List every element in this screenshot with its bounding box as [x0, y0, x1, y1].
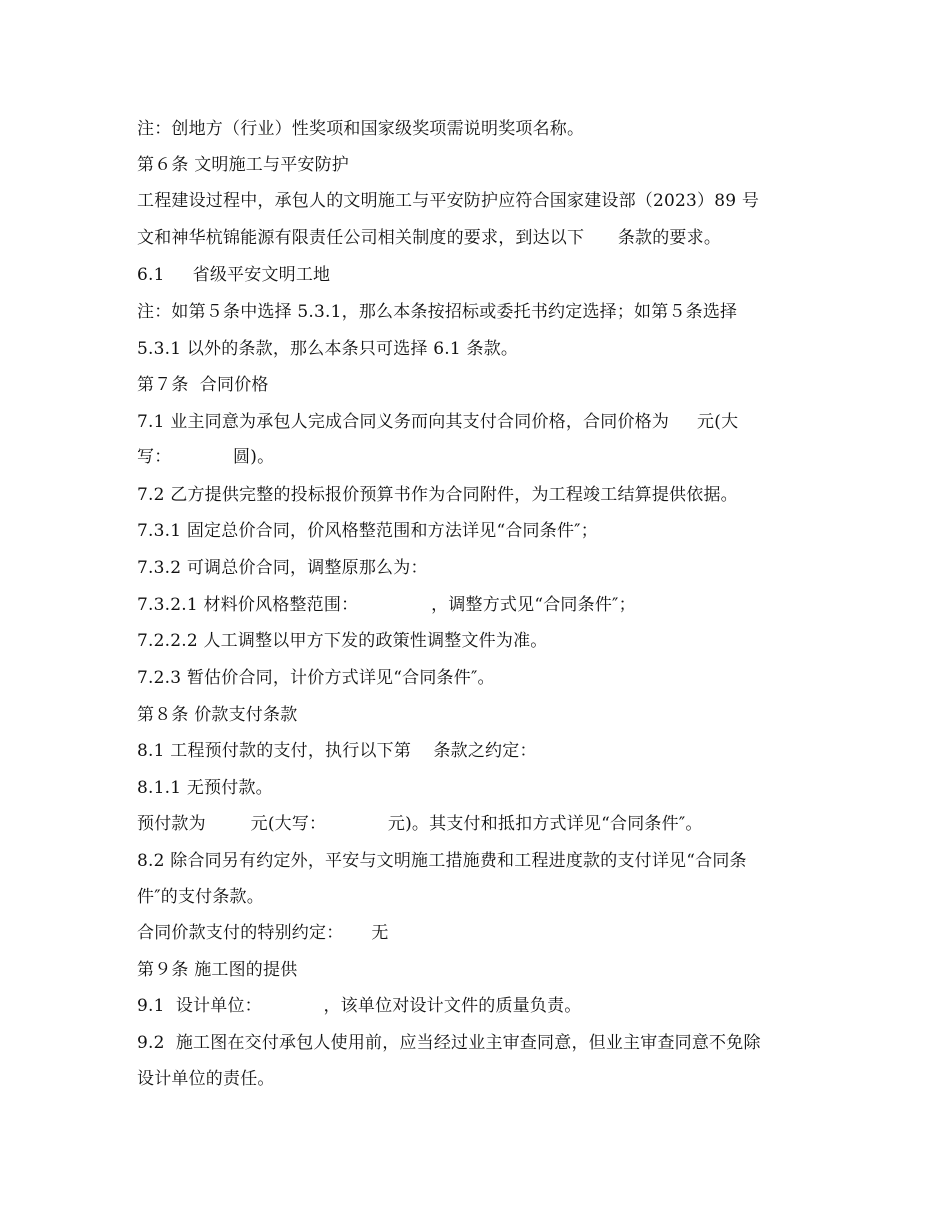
article-6-body-line-1: 工程建设过程中，承包人的文明施工与平安防护应符合国家建设部（2023）89 号	[137, 191, 760, 211]
clause-6-1: 6.1 省级平安文明工地	[137, 265, 331, 285]
clause-7-2-2-2: 7.2.2.2 人工调整以甲方下发的政策性调整文件为准。	[137, 631, 548, 651]
note-award-names: 注：创地方（行业）性奖项和国家级奖项需说明奖项名称。	[137, 119, 585, 139]
article-9-heading: 第９条 施工图的提供	[137, 960, 298, 980]
article-6-heading: 第６条 文明施工与平安防护	[137, 155, 350, 175]
article-7-heading: 第７条 合同价格	[137, 375, 269, 395]
clause-7-2-3: 7.2.3 暂估价合同，计价方式详见“合同条件″。	[137, 668, 495, 688]
clause-7-1-line-2: 写： 圆)。	[137, 447, 275, 467]
clause-9-1: 9.1 设计单位： ，该单位对设计文件的质量负责。	[137, 996, 582, 1016]
advance-payment-line: 预付款为 元(大写： 元)。其支付和抵扣方式详见“合同条件″。	[137, 814, 703, 834]
note-clause-selection-line-2: 5.3.1 以外的条款，那么本条只可选择 6.1 条款。	[137, 339, 519, 359]
clause-8-1-1: 8.1.1 无预付款。	[137, 778, 273, 798]
clause-7-2: 7.2 乙方提供完整的投标报价预算书作为合同附件，为工程竣工结算提供依据。	[137, 485, 738, 505]
note-clause-selection-line-1: 注：如第５条中选择 5.3.1，那么本条按招标或委托书约定选择；如第５条选择	[137, 302, 738, 322]
clause-8-2-line-2: 件″的支付条款。	[137, 887, 264, 907]
clause-9-2-line-1: 9.2 施工图在交付承包人使用前，应当经过业主审查同意，但业主审查同意不免除	[137, 1033, 761, 1053]
clause-7-3-2-1: 7.3.2.1 材料价风格整范围： ，调整方式见“合同条件″；	[137, 595, 636, 615]
clause-9-2-line-2: 设计单位的责任。	[137, 1069, 275, 1089]
clause-7-3-1: 7.3.1 固定总价合同，价风格整范围和方法详见“合同条件″；	[137, 521, 598, 541]
article-6-body-line-2: 文和神华杭锦能源有限责任公司相关制度的要求，到达以下 条款的要求。	[137, 228, 722, 248]
clause-8-2-line-1: 8.2 除合同另有约定外，平安与文明施工措施费和工程进度款的支付详见“合同条	[137, 851, 747, 871]
clause-7-1-line-1: 7.1 业主同意为承包人完成合同义务而向其支付合同价格，合同价格为 元(大	[137, 412, 739, 432]
article-8-heading: 第８条 价款支付条款	[137, 705, 298, 725]
clause-8-1: 8.1 工程预付款的支付，执行以下第 条款之约定：	[137, 741, 537, 761]
special-payment-agreement: 合同价款支付的特别约定： 无	[137, 923, 389, 943]
clause-7-3-2: 7.3.2 可调总价合同，调整原那么为：	[137, 558, 428, 578]
